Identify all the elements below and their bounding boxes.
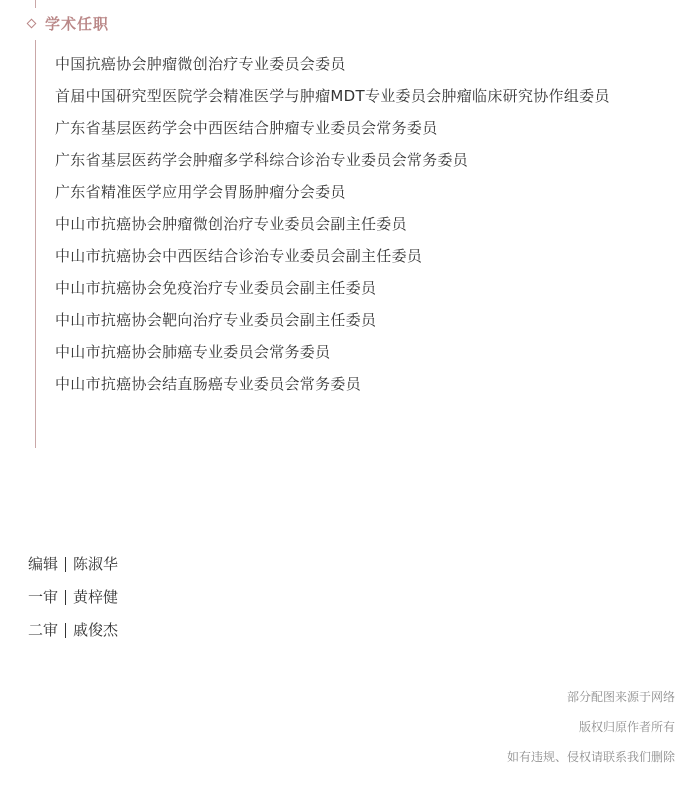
credits	[28, 548, 118, 647]
credit-label: 二审	[28, 621, 59, 639]
position-item: 中山市抗癌协会靶向治疗专业委员会副主任委员	[55, 311, 377, 329]
position-item: 广东省基层医药学会肿瘤多学科综合诊治专业委员会常务委员	[55, 151, 469, 169]
footer-line: 如有违规、侵权请联系我们删除	[506, 750, 675, 764]
section-title: 学术任职	[45, 14, 110, 33]
credit-name: 戚俊杰	[73, 621, 119, 639]
footer-line: 版权归原作者所有	[578, 720, 675, 734]
credit-name: 陈淑华	[73, 555, 119, 573]
positions-block	[35, 40, 676, 448]
position-item: 中山市抗癌协会免疫治疗专业委员会副主任委员	[55, 279, 377, 297]
credit-name: 黄梓健	[73, 588, 119, 606]
footer-line: 部分配图来源于网络	[566, 690, 675, 704]
copyright-footer	[507, 682, 675, 772]
section-header	[28, 11, 109, 35]
position-item: 广东省基层医药学会中西医结合肿瘤专业委员会常务委员	[55, 119, 438, 137]
diamond-icon	[27, 18, 37, 28]
credit-review1	[28, 581, 118, 614]
positions-list	[36, 40, 676, 400]
position-item: 中山市抗癌协会肺癌专业委员会常务委员	[55, 343, 331, 361]
position-item: 中山市抗癌协会肿瘤微创治疗专业委员会副主任委员	[55, 215, 407, 233]
credit-label: 编辑	[28, 555, 59, 573]
position-item: 中山市抗癌协会中西医结合诊治专业委员会副主任委员	[55, 247, 423, 265]
credit-separator	[65, 590, 66, 605]
credit-label: 一审	[28, 588, 59, 606]
position-item: 广东省精准医学应用学会胃肠肿瘤分会委员	[55, 183, 346, 201]
credit-separator	[65, 623, 66, 638]
top-divider-line	[35, 0, 36, 8]
position-item: 首届中国研究型医院学会精准医学与肿瘤MDT专业委员会肿瘤临床研究协作组委员	[55, 87, 610, 105]
position-item: 中山市抗癌协会结直肠癌专业委员会常务委员	[55, 375, 362, 393]
position-item: 中国抗癌协会肿瘤微创治疗专业委员会委员	[55, 55, 346, 73]
credit-review2	[28, 614, 118, 647]
credit-editor	[28, 548, 118, 581]
credit-separator	[65, 557, 66, 572]
